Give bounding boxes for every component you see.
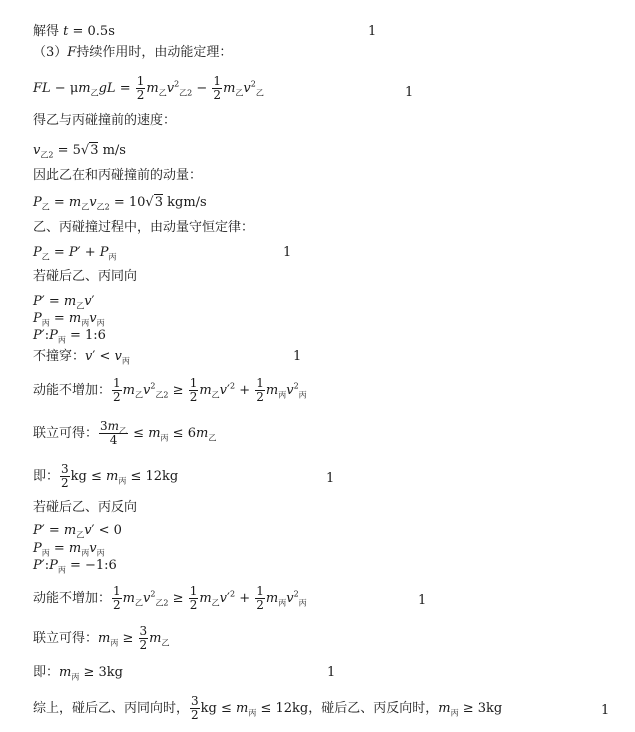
- solution-line: 若碰后乙、丙反向: [33, 500, 138, 515]
- formula-line: [33, 75, 264, 102]
- score-mark: 1: [283, 245, 292, 260]
- formula-line: 即：$m_丙 \ge 3kg$: [33, 665, 123, 682]
- formula-line: $P_丙 = m_丙v_丙$: [33, 311, 105, 328]
- formula-line: $P' = m_乙v' < 0$: [33, 523, 122, 540]
- score-mark: 1: [293, 349, 302, 364]
- solution-line: 若碰后乙、丙同向: [33, 269, 138, 284]
- formula-line: $P':P_丙$ = 1:6: [33, 328, 106, 345]
- formula-line: 综上，碰后乙、丙同向时， $\frac{3}{2}$ kg ≤ $m_丙 \le 12kg$，碰后乙、丙反向时，$m_丙 \ge 3kg$: [33, 694, 503, 722]
- formula-line: 联立可得：$m_丙$ ≥ $\frac{3}{2}$ $m_乙$: [33, 624, 170, 652]
- solution-line: 因此乙在和丙碰撞前的动量：: [33, 168, 203, 183]
- formula: FL − $\mu m_乙gL$ = $\frac{1}{2}$ $m_乙v^2_{乙2}$ − $\frac{1}{2}$ $m_乙v^2_乙$: [33, 74, 264, 102]
- solution-line: 乙、丙碰撞过程中，由动量守恒定律：: [33, 220, 255, 235]
- solution-line: （3）F持续作用时，由动能定理：: [33, 45, 233, 60]
- formula-line: 动能不增加： $\frac{1}{2}$ $m_乙v^2_{乙2}$ ≥ $\frac{1}{2}$ $m_乙v'^2$ + $\frac{1}{2}$ $m_丙v^2_丙$: [33, 376, 307, 404]
- score-mark: 1: [327, 665, 336, 680]
- solution-line: 得乙与丙碰撞前的速度：: [33, 113, 177, 128]
- formula-line: $v_{乙2} = 5√3$ m/s: [33, 143, 126, 160]
- solution-line: 解得 t = 0.5s: [33, 24, 115, 39]
- score-mark: 1: [601, 703, 610, 718]
- score-mark: 1: [405, 85, 414, 100]
- formula-line: 联立可得： $\frac{3m_乙}{4}$ ≤ $m_丙 \le 6m_乙$: [33, 419, 217, 447]
- formula-line: $P_乙 = P' + P_丙$: [33, 245, 117, 262]
- score-mark: 1: [368, 24, 377, 39]
- formula-line: $P_丙 = m_丙v_丙$: [33, 541, 105, 558]
- formula-line: 不撞穿：$v' < v_丙$: [33, 349, 130, 366]
- formula-line: $P':P_丙$ = −1:6: [33, 558, 117, 575]
- formula-line: 即： $\frac{3}{2}$ kg ≤ $m_丙 \le 12kg$: [33, 462, 179, 490]
- formula-line: 动能不增加： $\frac{1}{2}$ $m_乙v^2_{乙2}$ ≥ $\frac{1}{2}$ $m_乙v'^2$ + $\frac{1}{2}$ $m_丙v^2_丙$: [33, 584, 307, 612]
- formula-line: $P' = m_乙v'$: [33, 294, 95, 311]
- formula-line: $P_乙 = m_乙v_{乙2} = 10√3$ kgm/s: [33, 195, 207, 212]
- score-mark: 1: [326, 471, 335, 486]
- score-mark: 1: [418, 593, 427, 608]
